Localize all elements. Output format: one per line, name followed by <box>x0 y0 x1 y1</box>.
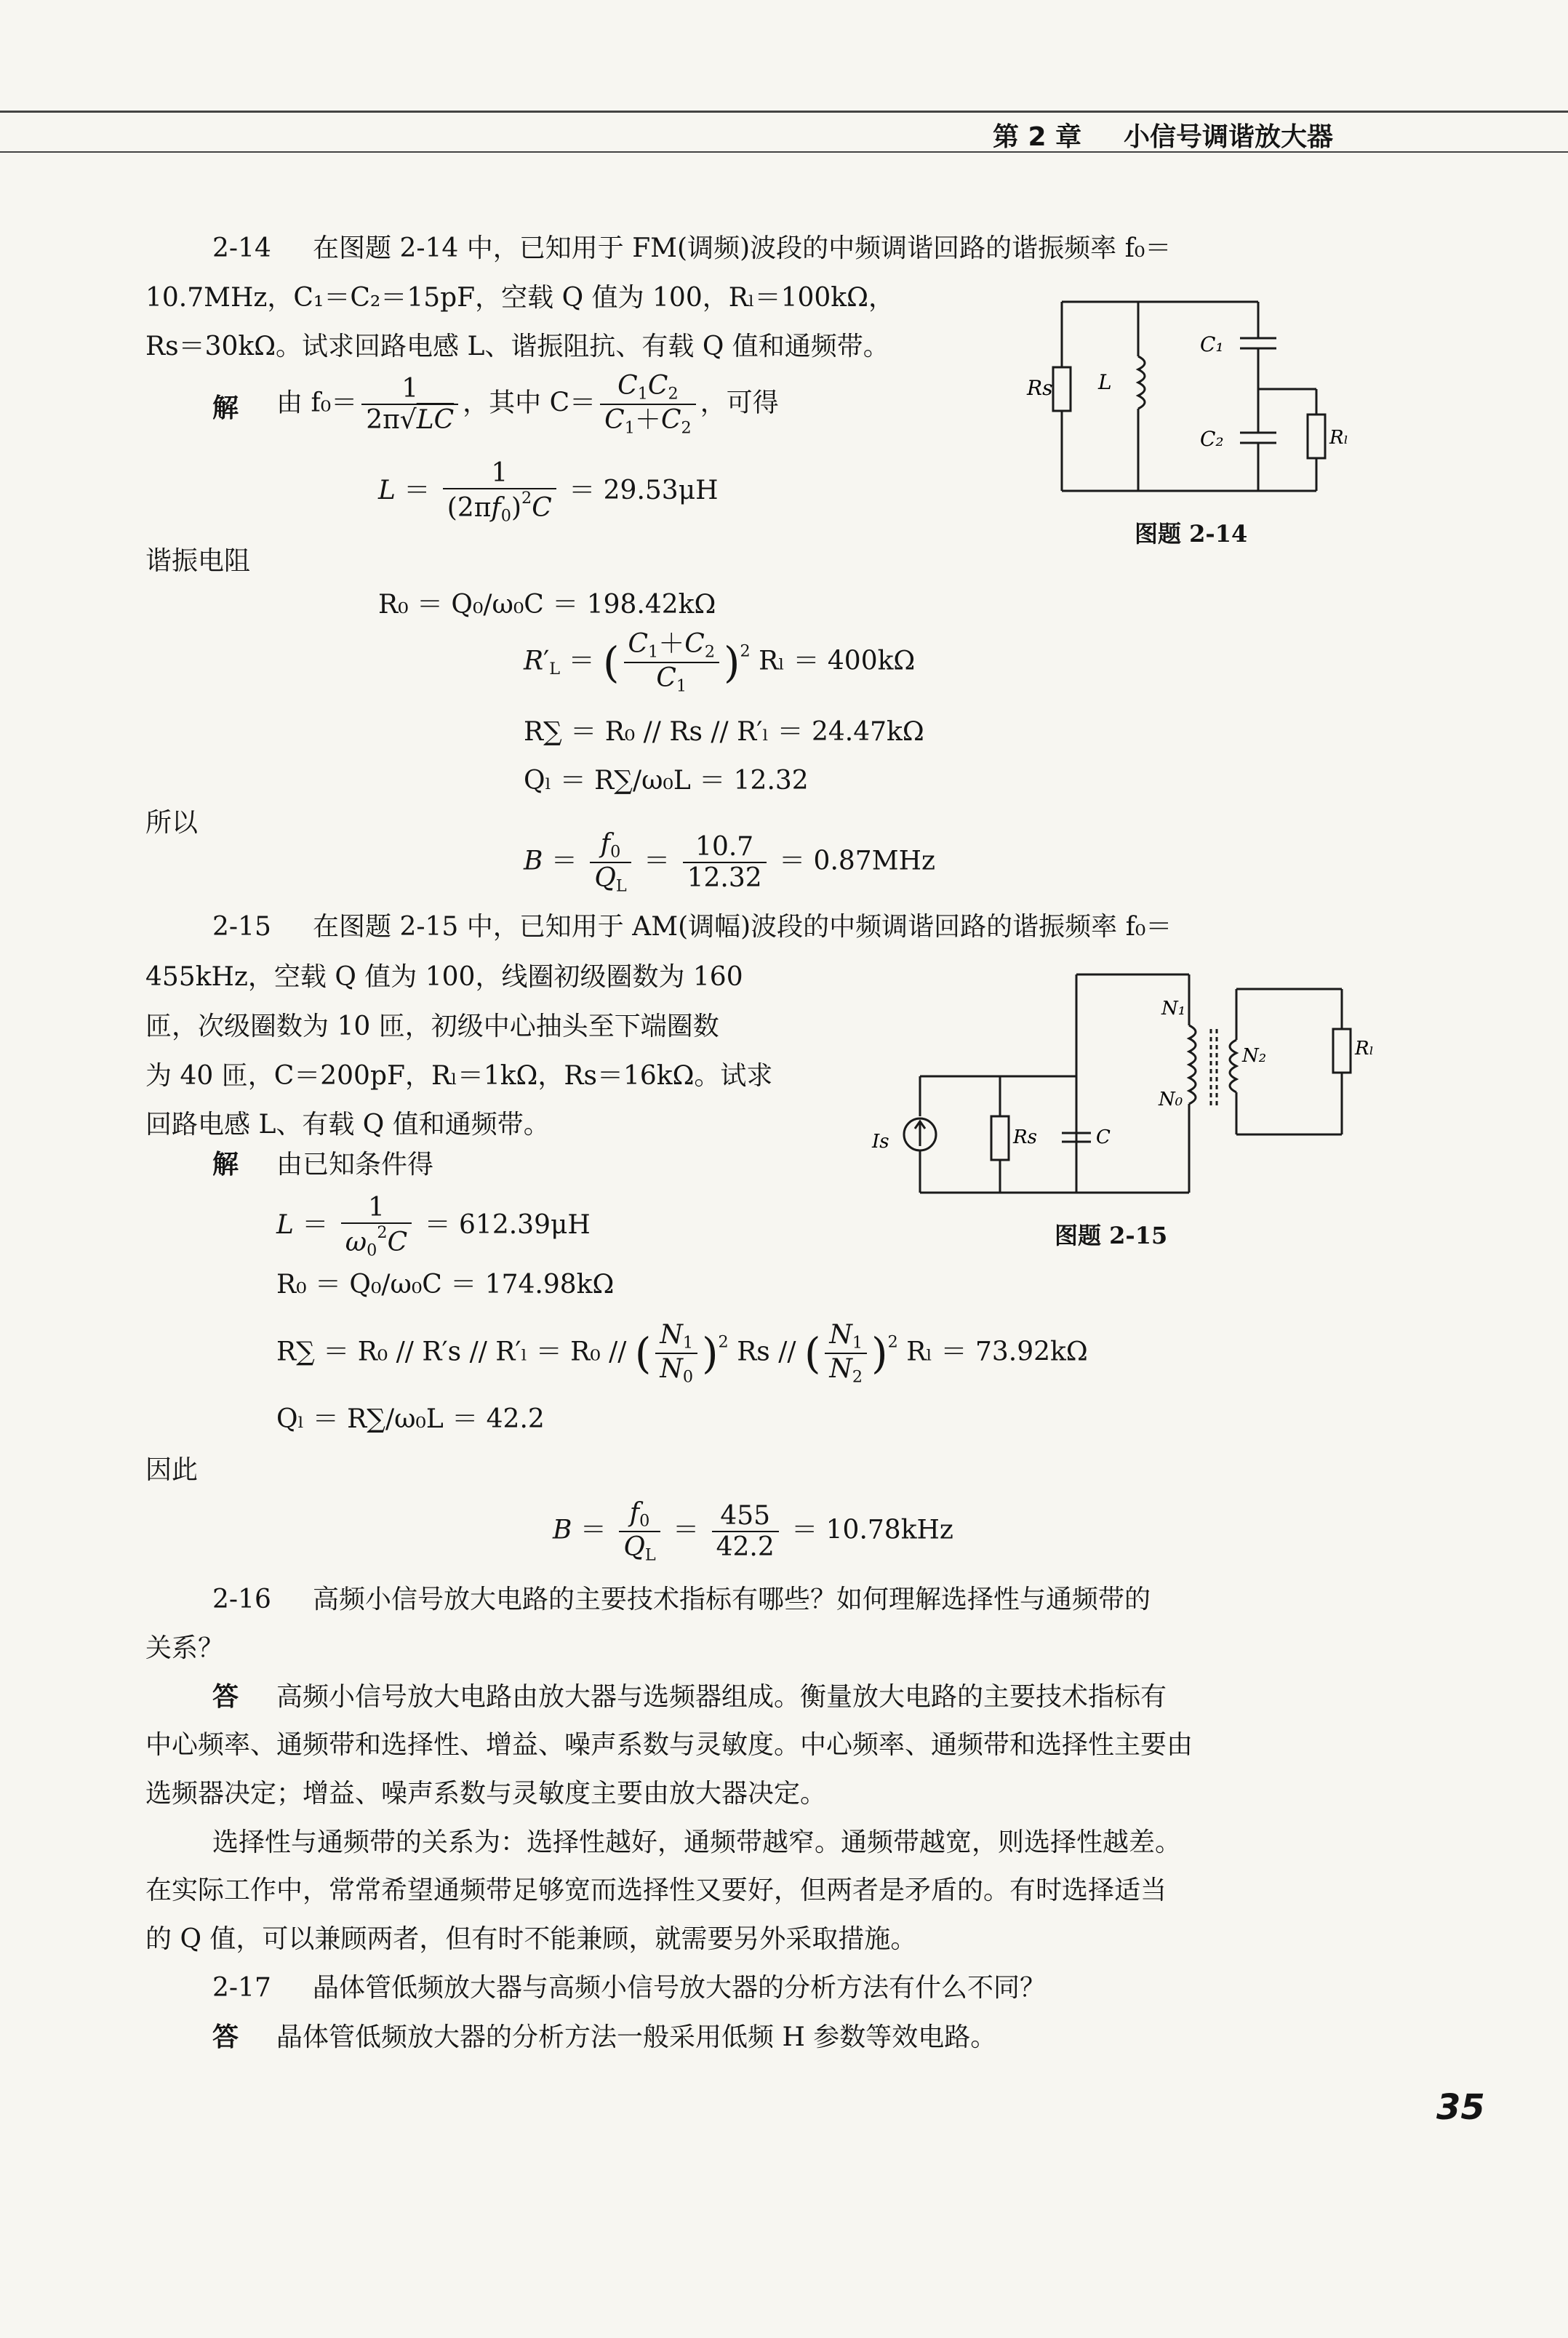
B-value-2-15: ＝ 10.78kHz <box>791 1515 953 1545</box>
problem-2-14-number: 2-14 <box>212 233 271 263</box>
figure-2-15-caption: 图题 2-15 <box>1055 1222 1168 1249</box>
answer-2-16-line3: 选频器决定；增益、噪声系数与灵敏度主要由放大器决定。 <box>145 1779 827 1809</box>
L-value-2-15: ＝ 612.39μH <box>424 1209 591 1240</box>
Rsum-equation-2-15: R∑ ＝ R₀ // R′s // R′ₗ ＝ R₀ // ( $\frac{N_1}{N_0}$ )$^2$ Rs // ( $\frac{N_1}{N_2}$ )$^2$ Rₗ ＝ 73.92kΩ <box>276 1320 1088 1388</box>
problem-2-17-line1: 晶体管低频放大器与高频小信号放大器的分析方法有什么不同？ <box>313 1973 1047 2003</box>
answer-2-16-line2: 中心频率、通频带和选择性、增益、噪声系数与灵敏度。中心频率、通频带和选择性主要由 <box>145 1730 1193 1760</box>
fig215-rl-label: Rₗ <box>1355 1038 1374 1060</box>
fig215-rs-label: Rs <box>1013 1126 1037 1148</box>
fig214-l-label: L <box>1098 370 1112 394</box>
problem-2-14-line3: Rs＝30kΩ。试求回路电感 L、谐振阻抗、有载 Q 值和通频带。 <box>145 332 889 361</box>
problem-2-16-line2: 关系？ <box>145 1633 225 1663</box>
sol-text1: 由 f₀＝ <box>276 388 358 418</box>
B-equation-2-15: B ＝ $\frac{f_0}{Q_L}$ ＝ $\frac{455}{42.2}$ ＝ 10.78kHz <box>553 1498 953 1566</box>
B-value-2-14: ＝ 0.87MHz <box>779 846 935 876</box>
header-title: 小信号调谐放大器 <box>1124 122 1334 152</box>
fig215-n1-label: N₁ <box>1161 998 1186 1020</box>
QL-equation-2-15: Qₗ ＝ R∑/ω₀L ＝ 42.2 <box>276 1404 545 1434</box>
L-value: ＝ 29.53μH <box>569 475 719 505</box>
header-rule <box>0 111 1568 113</box>
header-chapter: 第 2 章 <box>993 122 1082 152</box>
figure-2-15-circuit <box>869 960 1378 1207</box>
B-equation-2-14: B ＝ $\frac{f_0}{Q_L}$ ＝ $\frac{10.7}{12.32}$ ＝ 0.87MHz <box>524 829 935 897</box>
problem-2-16-line1: 高频小信号放大电路的主要技术指标有哪些？如何理解选择性与通频带的 <box>313 1585 1151 1614</box>
sol-text2: ，其中 C＝ <box>463 388 596 418</box>
rsum-part-a: R∑ ＝ R₀ // R′s // R′ₗ ＝ R₀ // <box>276 1337 627 1367</box>
fig215-n2-label: N₂ <box>1242 1045 1267 1067</box>
fig214-c2-label: C₂ <box>1200 427 1224 451</box>
problem-2-14-line2: 10.7MHz，C₁＝C₂＝15pF，空载 Q 值为 100，Rₗ＝100kΩ， <box>145 283 895 313</box>
fig214-c1-label: C₁ <box>1200 332 1224 356</box>
figure-2-14-circuit <box>1018 287 1348 505</box>
problem-2-17-number: 2-17 <box>212 1973 271 2003</box>
solution-2-15-mark: 解 <box>212 1149 239 1180</box>
rsum-part-b: Rs // <box>737 1337 796 1367</box>
fig214-rl-label: Rₗ <box>1329 427 1348 449</box>
problem-2-15-line4: 为 40 匝，C＝200pF，Rₗ＝1kΩ，Rs＝16kΩ。试求 <box>145 1061 773 1091</box>
fig215-n0-label: N₀ <box>1159 1089 1183 1110</box>
fig214-rs-label: Rs <box>1027 376 1053 400</box>
answer-2-17-mark: 答 <box>212 2022 239 2052</box>
problem-2-15-line5: 回路电感 L、有载 Q 值和通频带。 <box>145 1110 550 1140</box>
answer-2-17-line1: 晶体管低频放大器的分析方法一般采用低频 H 参数等效电路。 <box>276 2022 997 2052</box>
f0-fraction: $\frac{1}{2\pi√LC}$ <box>361 374 458 436</box>
solution-2-14-formula <box>276 371 779 439</box>
RL-prime-equation: $R'_L$ ＝ ( $\frac{C_1+C_2}{C_1}$ )$^2$ Rₗ ＝ 400kΩ <box>524 629 916 697</box>
problem-2-15-line2: 455kHz，空载 Q 值为 100，线圈初级圈数为 160 <box>145 962 743 992</box>
rsum-part-c: Rₗ ＝ 73.92kΩ <box>906 1337 1088 1367</box>
problem-2-15-line1: 在图题 2-15 中，已知用于 AM(调幅)波段的中频调谐回路的谐振频率 f₀＝ <box>313 912 1172 942</box>
solution-2-15-text: 由已知条件得 <box>276 1150 434 1180</box>
label-therefore: 因此 <box>145 1455 199 1485</box>
problem-2-15-line3: 匝，次级圈数为 10 匝，初级中心抽头至下端圈数 <box>145 1012 719 1041</box>
label-resonant-resistance: 谐振电阻 <box>145 546 251 576</box>
L-equation-2-14: L ＝ $\frac{1}{(2\pi f_0)^2C}$ ＝ 29.53μH <box>378 458 719 526</box>
answer-2-16-para2-line3: 的 Q 值，可以兼顾两者，但有时不能兼顾，就需要另外采取措施。 <box>145 1924 917 1954</box>
Rsum-equation-2-14: R∑ ＝ R₀ // Rs // R′ₗ ＝ 24.47kΩ <box>524 717 924 747</box>
R0-equation-2-14: R₀ ＝ Q₀/ω₀C ＝ 198.42kΩ <box>378 590 716 620</box>
fig215-c-label: C <box>1096 1126 1111 1148</box>
figure-2-14-caption: 图题 2-14 <box>1135 520 1248 548</box>
RL-prime-value: Rₗ ＝ 400kΩ <box>759 646 916 676</box>
problem-2-16-number: 2-16 <box>212 1585 271 1614</box>
problem-2-15-number: 2-15 <box>212 912 271 942</box>
sol-text3: ，可得 <box>700 388 779 418</box>
page-number: 35 <box>1436 2087 1485 2128</box>
QL-equation-2-14: Qₗ ＝ R∑/ω₀L ＝ 12.32 <box>524 766 809 796</box>
answer-2-16-line1: 高频小信号放大电路由放大器与选频器组成。衡量放大电路的主要技术指标有 <box>276 1682 1167 1712</box>
problem-2-14-line1: 在图题 2-14 中，已知用于 FM(调频)波段的中频调谐回路的谐振频率 f₀＝ <box>313 233 1172 263</box>
answer-2-16-para2-line1: 选择性与通频带的关系为：选择性越好，通频带越窄。通频带越宽，则选择性越差。 <box>212 1827 1182 1857</box>
fig215-is-label: Is <box>872 1131 889 1153</box>
answer-2-16-para2-line2: 在实际工作中，常常希望通频带足够宽而选择性又要好，但两者是矛盾的。有时选择适当 <box>145 1875 1167 1905</box>
R0-equation-2-15: R₀ ＝ Q₀/ω₀C ＝ 174.98kΩ <box>276 1270 615 1300</box>
answer-2-16-mark: 答 <box>212 1681 239 1712</box>
L-equation-2-15: L ＝ $\frac{1}{\omega_0^2C}$ ＝ 612.39μH <box>276 1193 591 1260</box>
label-so: 所以 <box>145 808 199 838</box>
solution-2-14-mark: 解 <box>212 393 239 423</box>
c-fraction: $\frac{C_1C_2}{C_1+C_2}$ <box>600 371 696 439</box>
